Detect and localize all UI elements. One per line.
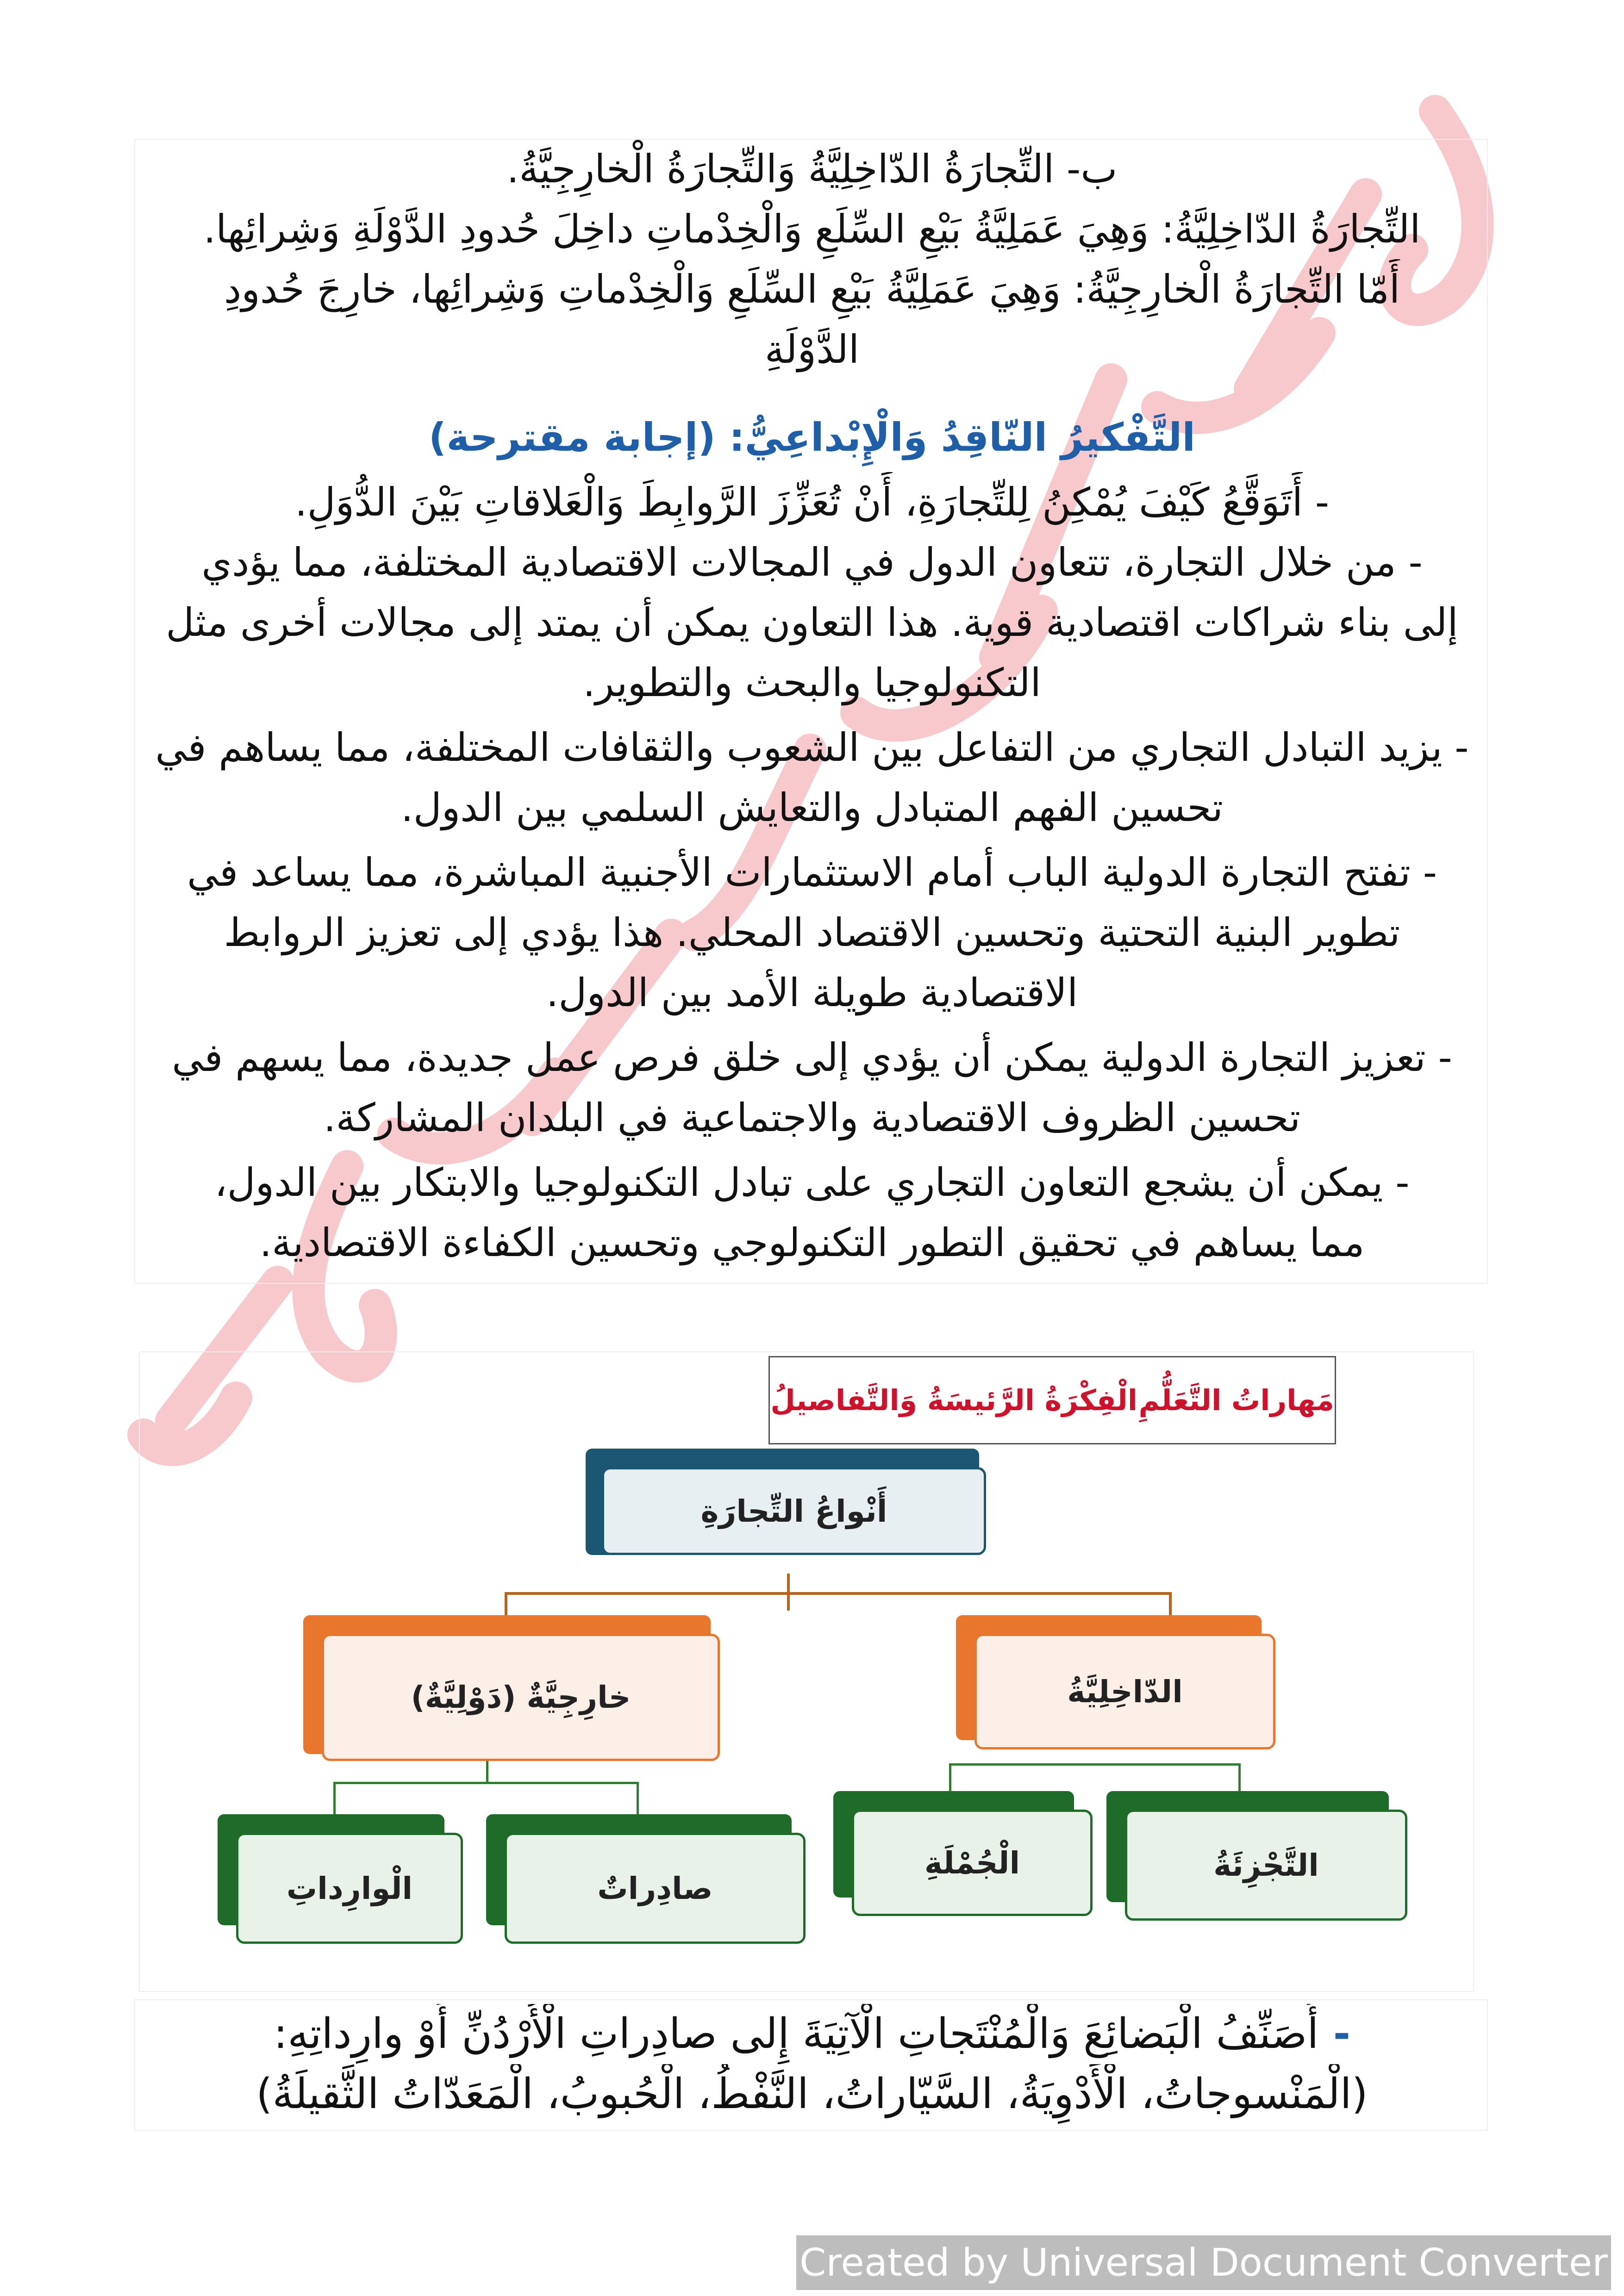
skills-label-box xyxy=(768,1356,1336,1444)
external-children-connector-right xyxy=(637,1782,639,1819)
wholesale-node xyxy=(833,1791,1093,1921)
critical-question: - أَتَوَقَّعُ كَيْفَ يُمْكِنُ لِلتِّجارَةِ، أَنْ تُعَزِّزَ الرَّوابِطَ وَالْعَلاقاتِ بَيْنَ الدُّوَلِ. xyxy=(294,479,1330,525)
internal-node-label: الدّاخِلِيَّةُ xyxy=(1067,1674,1183,1710)
answer-line: تطوير البنية التحتية وتحسين الاقتصاد المحلي. هذا يؤدي إلى تعزيز الروابط xyxy=(224,910,1400,955)
critical-thinking-heading: التَّفْكيرُ النّاقِدُ وَالْإِبْداعِيُّ: (إجابة مقترحة) xyxy=(428,415,1196,460)
skills-label-learning: مَهاراتُ التَّعَلُّمِ xyxy=(1138,1383,1334,1417)
answer-line: - يزيد التبادل التجاري من التفاعل بين الشعوب والثقافات المختلفة، مما يساهم في xyxy=(155,725,1469,770)
imports-node xyxy=(218,1814,468,1948)
exercise-items: (الْمَنْسوجاتُ، الْأَدْوِيَةُ، السَّيّاراتُ، النَّفْطُ، الْحُبوبُ، الْمَعَدّاتُ الثَّقيلَةُ) xyxy=(256,2070,1368,2118)
internal-node xyxy=(956,1615,1289,1763)
answer-line: إلى بناء شراكات اقتصادية قوية. هذا التعاون يمكن أن يمتد إلى مجالات أخرى مثل xyxy=(166,600,1458,645)
skills-label-main-idea: الْفِكْرَةُ الرَّئيسَةُ وَالتَّفاصيلُ xyxy=(770,1383,1138,1417)
retail-node xyxy=(1106,1791,1412,1925)
answer-line: - تفتح التجارة الدولية الباب أمام الاستثمارات الأجنبية المباشرة، مما يساعد في xyxy=(187,850,1437,895)
root-node-label: أَنْواعُ التِّجارَةِ xyxy=(700,1493,887,1529)
external-children-connector-left xyxy=(333,1782,336,1819)
external-node xyxy=(303,1615,734,1782)
root-node xyxy=(586,1449,1002,1578)
wholesale-node-label: الْجُمْلَةِ xyxy=(924,1845,1020,1881)
answer-line: - يمكن أن يشجع التعاون التجاري على تبادل التكنولوجيا والابتكار بين الدول، xyxy=(214,1160,1410,1205)
exercise-instruction xyxy=(111,2004,1513,2064)
exports-node xyxy=(486,1814,819,1948)
answer-line: تحسين الفهم المتبادل والتعايش السلمي بين الدول. xyxy=(401,785,1223,830)
answer-line: - تعزيز التجارة الدولية يمكن أن يؤدي إلى خلق فرص عمل جديدة، مما يسهم في xyxy=(172,1035,1452,1080)
section-title: ب- التِّجارَةُ الدّاخِلِيَّةُ وَالتِّجارَةُ الْخارِجِيَّةُ. xyxy=(506,146,1118,192)
external-definition-1: أَمّا التِّجارَةُ الْخارِجِيَّةُ: وَهِيَ عَمَلِيَّةُ بَيْعِ السِّلَعِ وَالْخِدْماتِ وَشِرائِها، خارِجَ حُدودِ xyxy=(224,267,1400,312)
exports-node-label: صادِراتٌ xyxy=(597,1870,713,1906)
answer-line: - من خلال التجارة، تتعاون الدول في المجالات الاقتصادية المختلفة، مما يؤدي xyxy=(201,540,1423,585)
exercise-instruction-text: أُصَنِّفُ الْبَضائِعَ وَالْمُنْتَجاتِ الْآتِيَةَ إِلى صادِراتِ الْأُرْدُنِّ أَوْ وارِداتِهِ: xyxy=(273,2010,1319,2058)
exercise-dash: - xyxy=(1318,2010,1351,2058)
imports-node-label: الْوارِداتِ xyxy=(286,1870,413,1906)
external-node-label: خارِجِيَّةٌ (دَوْلِيَّةٌ) xyxy=(411,1680,631,1715)
answer-line: مما يساهم في تحقيق التطور التكنولوجي وتحسين الكفاءة الاقتصادية. xyxy=(259,1220,1365,1265)
answer-line: التكنولوجيا والبحث والتطوير. xyxy=(583,660,1041,705)
answer-line: الاقتصادية طويلة الأمد بين الدول. xyxy=(546,970,1078,1015)
converter-footer: Created by Universal Document Converter xyxy=(796,2235,1611,2290)
external-definition-2: الدَّوْلَةِ xyxy=(764,327,860,372)
retail-node-label: التَّجْزِئَةُ xyxy=(1213,1847,1319,1883)
internal-definition: التِّجارَةُ الدّاخِلِيَّةُ: وَهِيَ عَمَلِيَّةُ بَيْعِ السِّلَعِ وَالْخِدْماتِ داخِلَ حُدودِ الدَّوْلَةِ وَشِرائِها. xyxy=(203,206,1421,252)
internal-children-connector xyxy=(949,1763,1241,1766)
answer-line: تحسين الظروف الاقتصادية والاجتماعية في البلدان المشاركة. xyxy=(323,1095,1301,1140)
root-connector-horizontal xyxy=(505,1592,1171,1595)
